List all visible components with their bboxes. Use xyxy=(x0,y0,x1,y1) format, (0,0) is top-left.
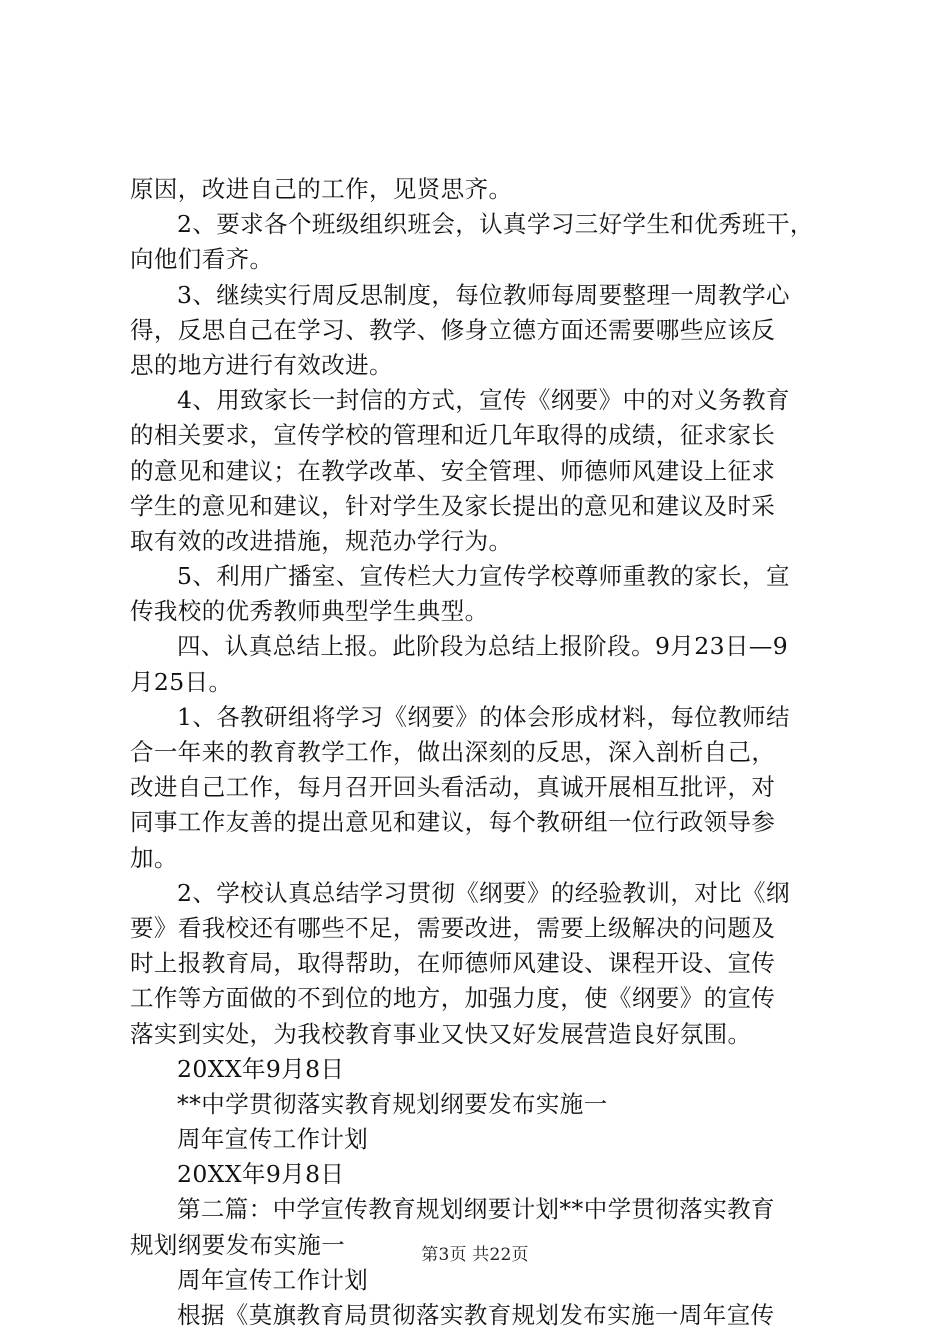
page-footer: 第3页 共22页 xyxy=(421,1245,529,1265)
body-text xyxy=(130,172,830,1333)
text-line: 得，反思自己在学习、教学、修身立德方面还需要哪些应该反 xyxy=(130,315,776,344)
text-line: 根据《莫旗教育局贯彻落实教育规划发布实施一周年宣传 xyxy=(177,1301,775,1329)
text-line: 同事工作友善的提出意见和建议，每个教研组一位行政领导参 xyxy=(130,808,776,837)
text-line: 工作等方面做的不到位的地方，加强力度，使《纲要》的宣传 xyxy=(130,984,776,1013)
text-line: 2、学校认真总结学习贯彻《纲要》的经验教训，对比《纲 xyxy=(177,878,790,907)
text-line: 20XX年9月8日 xyxy=(177,1054,345,1083)
text-line: 原因，改进自己的工作，见贤思齐。 xyxy=(130,175,513,203)
text-line: 合一年来的教育教学工作，做出深刻的反思，深入剖析自己， xyxy=(130,738,776,766)
text-line: 20XX年9月8日 xyxy=(177,1160,345,1189)
text-line: 学生的意见和建议，针对学生及家长提出的意见和建议及时采 xyxy=(130,491,776,520)
text-line: 周年宣传工作计划 xyxy=(177,1265,369,1294)
text-line: 周年宣传工作计划 xyxy=(177,1125,369,1154)
text-line: 传我校的优秀教师典型学生典型。 xyxy=(130,597,489,626)
text-line: 第二篇：中学宣传教育规划纲要计划**中学贯彻落实教育 xyxy=(177,1195,775,1224)
text-line: 2、要求各个班级组织班会，认真学习三好学生和优秀班干， xyxy=(177,210,814,239)
text-line: 的意见和建议；在教学改革、安全管理、师德师风建设上征求 xyxy=(130,456,776,485)
text-line: 规划纲要发布实施一 xyxy=(130,1230,346,1259)
text-line: 4、用致家长一封信的方式，宣传《纲要》中的对义务教育 xyxy=(177,386,790,415)
text-line: 5、利用广播室、宣传栏大力宣传学校尊师重教的家长，宣 xyxy=(177,562,790,591)
text-line: 要》看我校还有哪些不足，需要改进，需要上级解决的问题及 xyxy=(130,913,776,942)
text-line: 向他们看齐。 xyxy=(130,245,274,274)
text-line: 月25日。 xyxy=(130,667,233,696)
text-line: **中学贯彻落实教育规划纲要发布实施一 xyxy=(177,1089,608,1118)
text-line: 落实到实处，为我校教育事业又快又好发展营造良好氛围。 xyxy=(130,1019,752,1048)
text-line: 四、认真总结上报。此阶段为总结上报阶段。9月23日—9 xyxy=(177,632,789,661)
text-line: 的相关要求，宣传学校的管理和近几年取得的成绩，征求家长 xyxy=(130,421,776,450)
text-line: 时上报教育局，取得帮助，在师德师风建设、课程开设、宣传 xyxy=(130,949,776,978)
text-line: 改进自己工作，每月召开回头看活动，真诚开展相互批评，对 xyxy=(130,773,776,802)
text-line: 加。 xyxy=(130,843,178,872)
text-line: 思的地方进行有效改进。 xyxy=(130,350,393,379)
text-line: 取有效的改进措施，规范办学行为。 xyxy=(130,526,513,555)
text-line: 3、继续实行周反思制度，每位教师每周要整理一周教学心 xyxy=(177,280,790,309)
text-line: 1、各教研组将学习《纲要》的体会形成材料，每位教师结 xyxy=(177,702,790,731)
